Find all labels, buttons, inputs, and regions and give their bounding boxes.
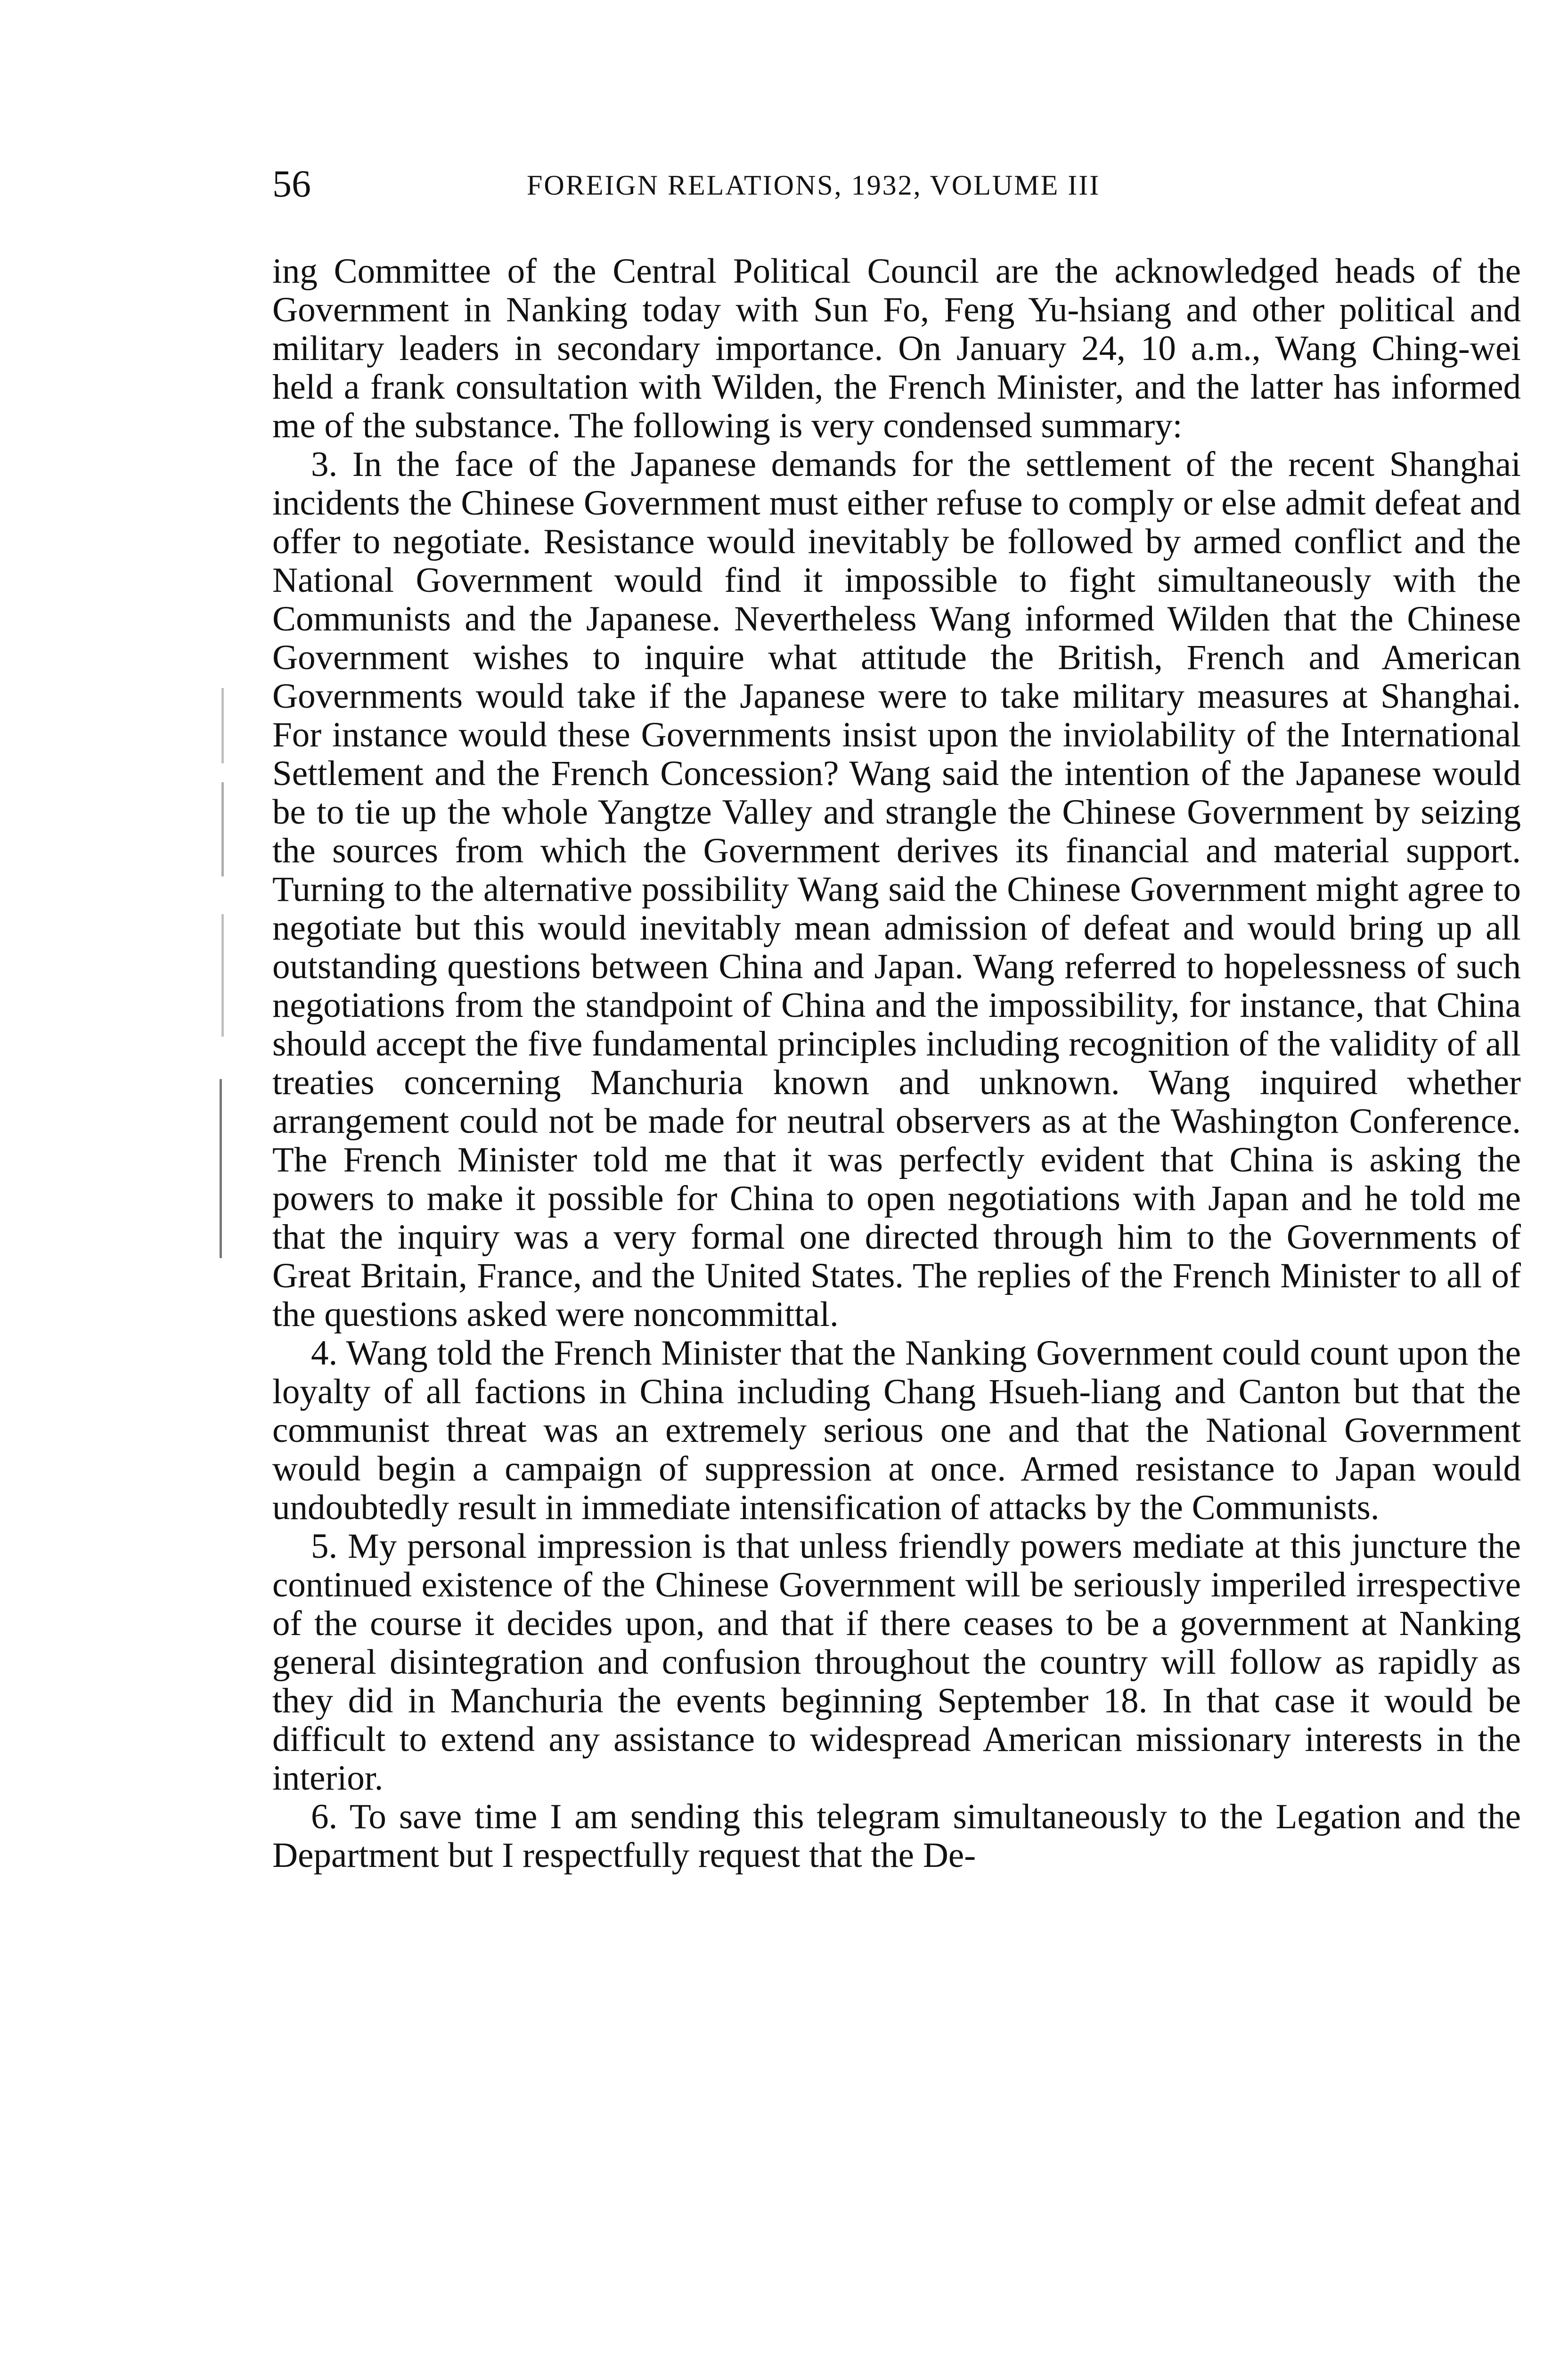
body-text xyxy=(272,252,1521,1875)
paragraph-continuation: ing Committee of the Central Political Council are the acknowledged heads of the Government in Nanking today with Sun Fo, Feng Yu-hsiang and other political and military leaders in secondary importance. On January 24, 10 a.m., Wang Ching-wei held a frank consultation with Wilden, the French Minister, and the latter has informed me of the substance. The following is very condensed summary: xyxy=(272,252,1521,445)
page-header xyxy=(272,155,1521,212)
page-number: 56 xyxy=(272,162,311,205)
paragraph-4: 4. Wang told the French Minister that the Nanking Government could count upon the loyalty of all factions in China including Chang Hsueh-liang and Canton but that the communist threat was an extremely serious one and that the National Government would begin a campaign of suppression at once. Armed resistance to Japan would undoubtedly result in immediate intensification of attacks by the Communists. xyxy=(272,1333,1521,1527)
margin-mark xyxy=(220,1079,222,1258)
paragraph-3: 3. In the face of the Japanese demands for the settlement of the recent Shanghai incidents the Chinese Government must either refuse to comply or else admit defeat and offer to negotiate. Resistance would inevitably be followed by armed conflict and the National Government would find it impossible to fight simultaneously with the Communists and the Japanese. Nevertheless Wang informed Wilden that the Chinese Government wishes to inquire what attitude the British, French and American Governments would take if the Japanese were to take military measures at Shanghai. For instance would these Governments insist upon the inviolability of the International Settlement and the French Concession? Wang said the intention of the Japanese would be to tie up the whole Yangtze Valley and strangle the Chinese Government by seizing the sources from which the Government derives its financial and material support. Turning to the alternative possibility Wang said the Chinese Government might agree to negotiate but this would inevitably mean admission of defeat and would bring up all outstanding questions between China and Japan. Wang referred to hopelessness of such negotiations from the standpoint of China and the impossibility, for instance, that China should accept the five fundamental principles including recognition of the validity of all treaties concerning Manchuria known and unknown. Wang inquired whether arrangement could not be made for neutral observers as at the Washington Conference. The French Minister told me that it was perfectly evident that China is asking the powers to make it possible for China to open negotiations with Japan and he told me that the inquiry was a very formal one directed through him to the Governments of Great Britain, France, and the United States. The replies of the French Minister to all of the questions asked were noncommittal. xyxy=(272,445,1521,1334)
running-title: FOREIGN RELATIONS, 1932, VOLUME III xyxy=(527,170,1101,201)
margin-mark xyxy=(221,688,224,763)
paragraph-6: 6. To save time I am sending this telegram simultaneously to the Legation and the Department but I respectfully request that the De- xyxy=(272,1797,1521,1875)
paragraph-5: 5. My personal impression is that unless friendly powers mediate at this juncture the continued existence of the Chinese Government will be seriously imperiled irrespective of the course it decides upon, and that if there ceases to be a government at Nanking general disintegration and confusion throughout the country will follow as rapidly as they did in Manchuria the events beginning September 18. In that case it would be difficult to extend any assistance to widespread American missionary interests in the interior. xyxy=(272,1527,1521,1798)
margin-mark xyxy=(221,914,224,1037)
margin-mark xyxy=(221,782,224,876)
